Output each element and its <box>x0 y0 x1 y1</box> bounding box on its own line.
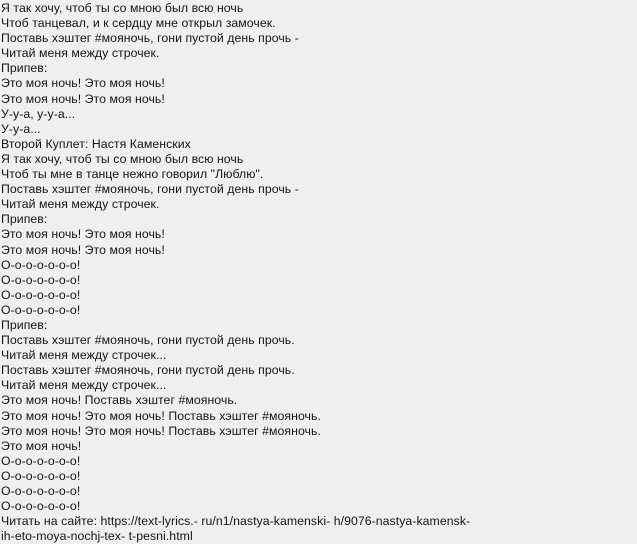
verse-heading: Второй Куплет: Настя Каменских <box>1 136 191 151</box>
lyrics-line: Это моя ночь! Это моя ночь! <box>1 91 165 106</box>
lyrics-line: У-у-а... <box>1 121 41 136</box>
lyrics-line: Я так хочу, чтоб ты со мною был всю ночь <box>1 1 244 15</box>
lyrics-line: О-о-о-о-о-о-о! <box>1 484 81 498</box>
lyrics-line: Это моя ночь! Это моя ночь! Поставь хэштег #мояночь. <box>1 423 321 438</box>
lyrics-line: Поставь хэштег #мояночь, гони пустой день прочь - <box>1 182 299 197</box>
lyrics-text <box>1 1 635 544</box>
lyrics-line: О-о-о-о-о-о-о! <box>1 302 81 317</box>
source-link-line[interactable]: ih-eto-moya-nochj-tex- t-pesni.html <box>1 529 193 544</box>
lyrics-line: О-о-о-о-о-о-о! <box>1 272 81 287</box>
source-link-line[interactable]: Читать на сайте: https://text-lyrics.- ru/n1/nastya-kamenski- h/9076-nastya-kamensk- <box>1 514 471 529</box>
lyrics-line: О-о-о-о-о-о-о! <box>1 287 81 302</box>
lyrics-line: Это моя ночь! <box>1 438 82 453</box>
lyrics-line: Чтоб ты мне в танце нежно говорил "Люблю". <box>1 167 264 182</box>
chorus-heading: Припев: <box>1 212 48 227</box>
lyrics-line: Поставь хэштег #мояночь, гони пустой день прочь - <box>1 31 299 46</box>
chorus-heading: Припев: <box>1 317 48 332</box>
lyrics-line: Поставь хэштег #мояночь, гони пустой день прочь. <box>1 333 295 348</box>
lyrics-line: О-о-о-о-о-о-о! <box>1 499 81 514</box>
lyrics-line: Я так хочу, чтоб ты со мною был всю ночь <box>1 151 244 166</box>
lyrics-line: О-о-о-о-о-о-о! <box>1 468 81 483</box>
lyrics-line: Это моя ночь! Это моя ночь! <box>1 76 165 91</box>
lyrics-line: Поставь хэштег #мояночь, гони пустой день прочь. <box>1 363 295 378</box>
lyrics-line: Чтоб танцевал, и к сердцу мне открыл замочек. <box>1 16 276 31</box>
lyrics-line: О-о-о-о-о-о-о! <box>1 257 81 272</box>
lyrics-line: Читай меня между строчек... <box>1 348 167 363</box>
lyrics-line: Читай меня между строчек... <box>1 378 167 393</box>
chorus-heading: Припев: <box>1 61 48 76</box>
lyrics-line: Это моя ночь! Это моя ночь! <box>1 227 165 242</box>
source-link[interactable] <box>1 514 635 544</box>
lyrics-line: О-о-о-о-о-о-о! <box>1 453 81 468</box>
lyrics-line: У-у-а, у-у-а... <box>1 106 76 121</box>
lyrics-line: Это моя ночь! Это моя ночь! Поставь хэштег #мояночь. <box>1 408 321 423</box>
lyrics-line: Это моя ночь! Это моя ночь! <box>1 242 165 257</box>
lyrics-line: Читай меня между строчек. <box>1 46 160 61</box>
lyrics-line: Это моя ночь! Поставь хэштег #мояночь. <box>1 393 238 408</box>
lyrics-line: Читай меня между строчек. <box>1 197 160 212</box>
